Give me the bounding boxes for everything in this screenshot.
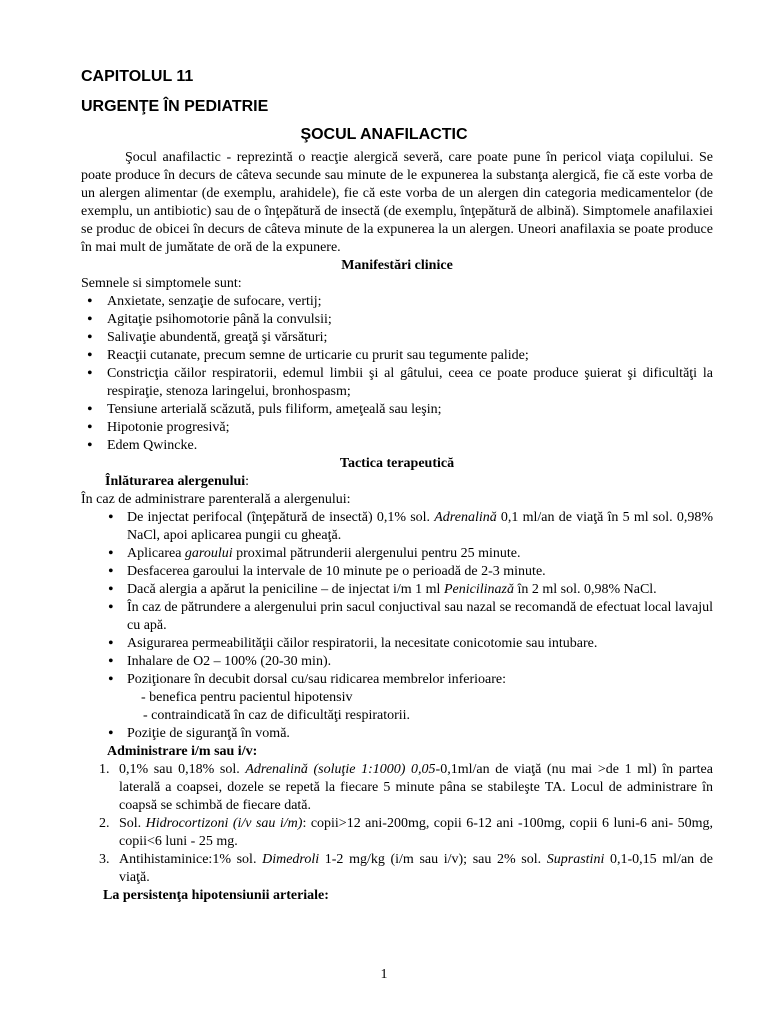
numbered-item	[81, 761, 713, 815]
item-number: 2.	[99, 816, 110, 831]
drug-name: Penicilinază	[443, 582, 514, 597]
item-text: 1-2 mg/kg (i/m sau i/v); sau 2% sol.	[319, 852, 547, 867]
list-item: • Reacţii cutanate, precum semne de urticarie cu prurit sau tegumente palide;	[81, 347, 713, 365]
dash-item: - contraindicată în caz de dificultăţi respiratorii.	[143, 708, 411, 723]
therapy-heading: Tactica terapeutică	[339, 456, 455, 471]
persistence-heading: La persistenţa hipotensiunii arteriale:	[103, 888, 329, 903]
list-item: • Asigurarea permeabilităţii căilor respiratorii, la necesitate conicotomie sau intubare.	[81, 635, 713, 653]
item-text: proximal pătrunderii alergenului pentru 25 minute.	[232, 546, 521, 561]
item-text: De injectat perifocal (înţepătură de insectă) 0,1% sol.	[127, 510, 435, 525]
chapter-heading: CAPITOLUL 11	[81, 68, 194, 85]
list-item	[81, 509, 713, 545]
dash-item: - benefica pentru pacientul hipotensiv	[141, 690, 353, 705]
document-body	[81, 149, 713, 905]
list-item: • Desfacerea garoului la intervale de 10 minute pe o perioadă de 2-3 minute.	[81, 563, 713, 581]
intro-paragraph: Şocul anafilactic - reprezintă o reacţie alergică severă, care poate pune în pericol viaţa copilului. Se poate produce în decurs de câteva secunde sau minute de le expunerea la substanţa alergică, fie că este vorba de un alergen alimentar (de exemplu, arahidele), fie că este vorba de un alergen din categoria medicamentelor (de exemplu, un antibiotic) sau de o înţepătură de insectă (de exemplu, înţepătură de albină). Simptomele anafilaxiei se produc de obicei în decurs de câteva minute de la expunerea la un alergen. Uneori anafilaxia se poate produce în mai mult de jumătate de oră de la expunere.	[81, 150, 713, 255]
list-item: • Hipotonie progresivă;	[81, 419, 713, 437]
numbered-item	[81, 851, 713, 887]
therapy-list-2	[81, 725, 713, 743]
item-text: Dacă alergia a apărut la peniciline – de injectat i/m 1 ml	[127, 582, 444, 597]
list-item: • Constricţia căilor respiratorii, edemul limbii şi al gâtului, ceea ce poate produce şuierat şi dificultăţi la respiraţie, stenoza laringelui, bronhospasm;	[81, 365, 713, 401]
list-item: • În caz de pătrundere a alergenului prin sacul conjuctival sau nazal se recomandă de efectuat local lavajul cu apă.	[81, 599, 713, 635]
item-text: Aplicarea	[127, 546, 185, 561]
item-text: Antihistaminice:1% sol.	[119, 852, 263, 867]
drug-name: Adrenalină	[434, 510, 497, 525]
therapy-list	[81, 509, 713, 689]
item-number: 1.	[99, 762, 110, 777]
item-text: 0,1% sau 0,18% sol.	[119, 762, 246, 777]
drug-name: Adrenalină (soluţie 1:1000) 0,05	[245, 762, 436, 777]
item-text: 0,1-0,15 ml/an de viaţă.	[119, 852, 713, 885]
list-item: • Tensiune arterială scăzută, puls filiform, ameţeală sau leşin;	[81, 401, 713, 419]
allergen-removal-title: Înlăturarea alergenului	[105, 474, 246, 489]
item-text: Sol.	[119, 816, 146, 831]
item-text: : copii>12 ani-200mg, copii 6-12 ani -100mg, copii 6 luni-6 ani- 50mg, copii<6 luni - 25 mg.	[119, 816, 713, 849]
admin-list	[81, 761, 713, 887]
item-text: -0,1ml/an de viaţă (nu mai >de 1 ml) în partea laterală a coapsei, dozele se repetă la fiecare 5 minute pâna se stabileşte TA. Locul de administrare în coapsă se schimbă de fiecare dată.	[119, 762, 713, 813]
list-item: • Inhalare de O2 – 100% (20-30 min).	[81, 653, 713, 671]
list-item	[81, 581, 713, 599]
numbered-item	[81, 815, 713, 851]
list-item: • Edem Qwincke.	[81, 437, 713, 455]
section-title: ŞOCUL ANAFILACTIC	[300, 126, 468, 143]
list-item: • Poziţie de siguranţă în vomă.	[81, 725, 713, 743]
clinical-lead: Semnele si simptomele sunt:	[81, 276, 242, 291]
list-item	[81, 545, 713, 563]
list-item: • Agitaţie psihomotorie până la convulsii;	[81, 311, 713, 329]
page-number: 1	[380, 967, 388, 982]
drug-name: Suprastini	[546, 852, 605, 867]
clinical-heading: Manifestări clinice	[341, 258, 453, 273]
allergen-removal-heading	[81, 473, 713, 491]
parenteral-lead: În caz de administrare parenterală a alergenului:	[81, 492, 351, 507]
allergen-removal-colon: :	[245, 474, 250, 489]
term: garoului	[184, 546, 233, 561]
item-text: în 2 ml sol. 0,98% NaCl.	[513, 582, 657, 597]
clinical-list	[81, 293, 713, 455]
list-item: • Poziţionare în decubit dorsal cu/sau ridicarea membrelor inferioare:	[81, 671, 713, 689]
item-text: 0,1 ml/an de viaţă în 5 ml sol. 0,98% NaCl, apoi aplicarea pungii cu gheaţă.	[127, 510, 713, 543]
list-item: • Anxietate, senzaţie de sufocare, vertij;	[81, 293, 713, 311]
drug-name: Dimedroli	[262, 852, 320, 867]
item-number: 3.	[99, 852, 110, 867]
drug-name: Hidrocortizoni (i/v sau i/m)	[145, 816, 303, 831]
chapter-subtitle: URGENŢE ÎN PEDIATRIE	[81, 98, 269, 115]
list-item: • Salivaţie abundentă, greaţă şi vărsături;	[81, 329, 713, 347]
admin-heading: Administrare i/m sau i/v:	[107, 744, 258, 759]
